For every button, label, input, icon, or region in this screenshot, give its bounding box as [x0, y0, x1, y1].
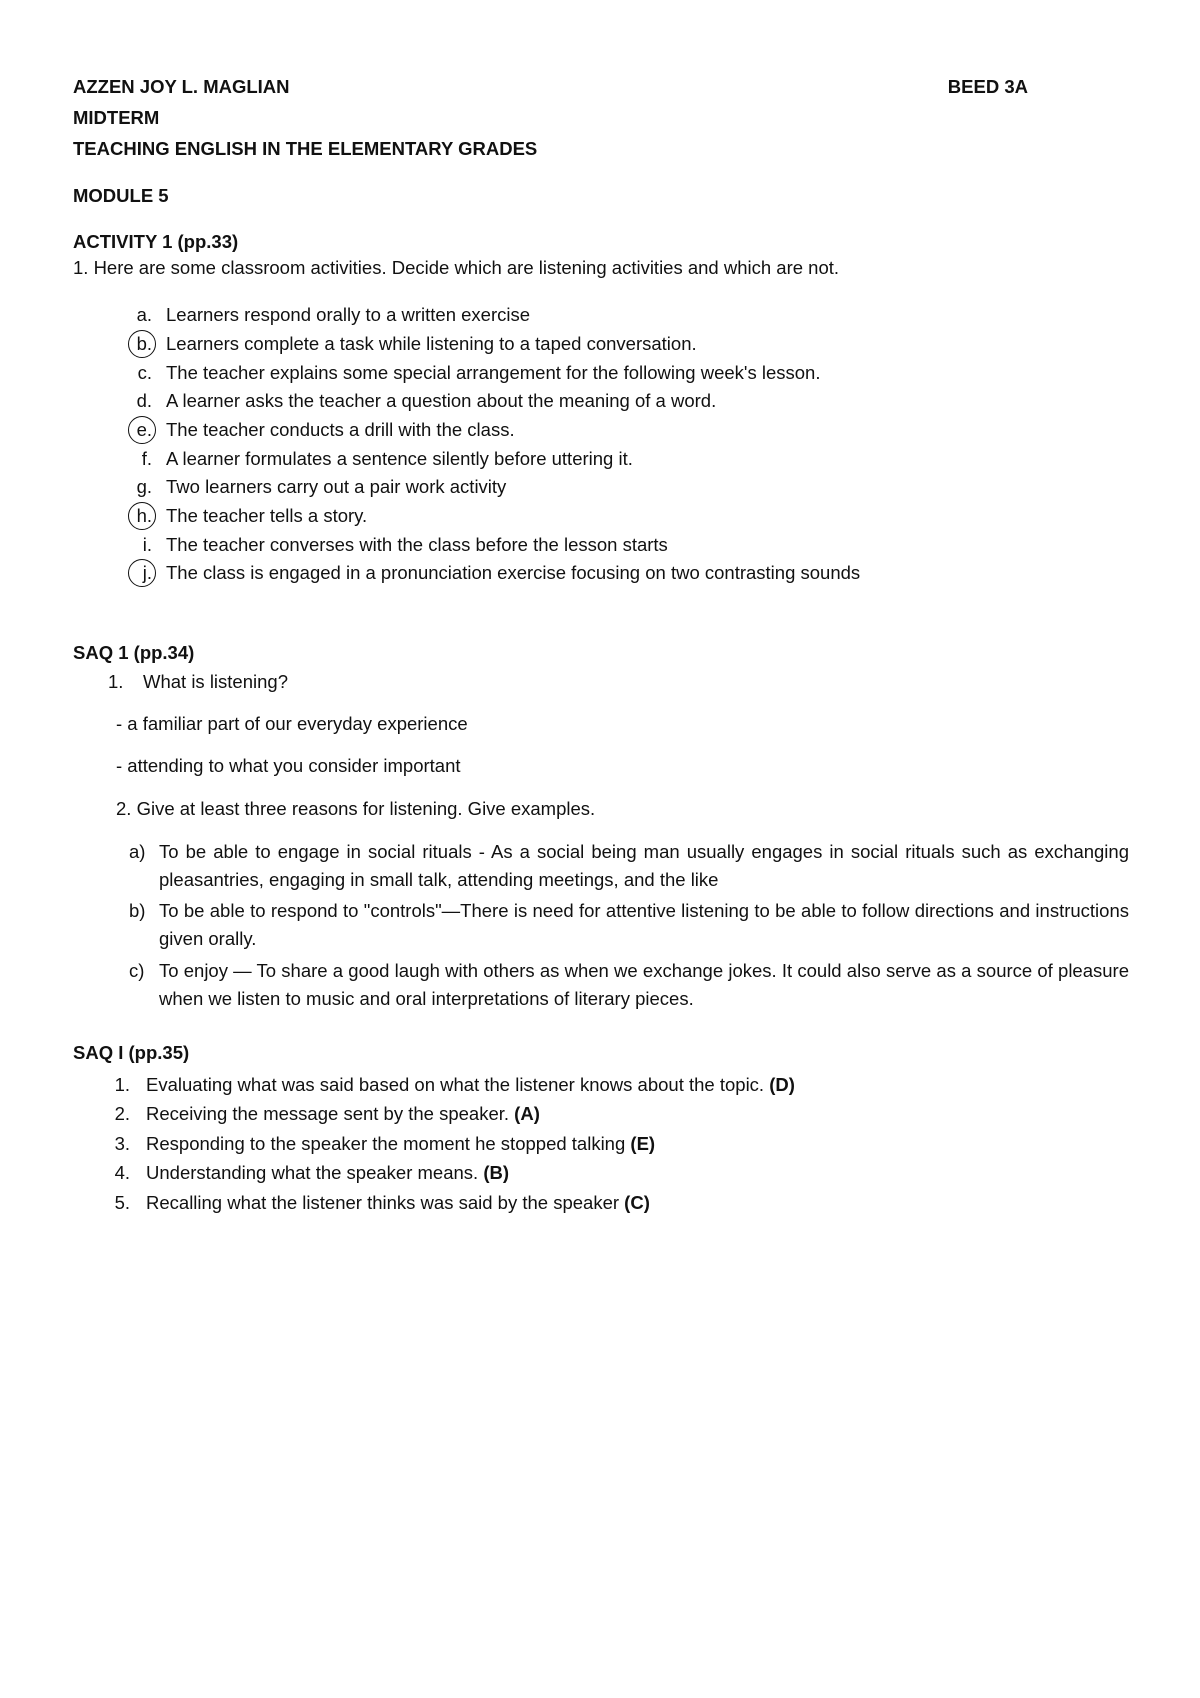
item-text: Understanding what the speaker means. — [146, 1162, 479, 1184]
saq2-list — [110, 1074, 1133, 1221]
item-marker: h. — [136, 504, 152, 526]
item-answer: (C) — [624, 1191, 650, 1213]
activity-item — [126, 304, 1133, 333]
saq1-question-2: 2. Give at least three reasons for listening. Give examples. — [116, 797, 596, 819]
activity-item — [126, 362, 1133, 391]
item-text: The teacher converses with the class before the lesson starts — [166, 533, 668, 555]
activity-item — [126, 448, 1133, 477]
activity1-list — [126, 304, 1133, 591]
item-answer: (A) — [514, 1103, 540, 1125]
activity-item — [126, 505, 1133, 534]
item-marker: b. — [136, 332, 152, 354]
item-text: Learners complete a task while listening to a taped conversation. — [166, 332, 697, 354]
item-text: Recalling what the listener thinks was said by the speaker — [146, 1191, 620, 1213]
item-answer: (E) — [630, 1132, 656, 1154]
item-number: 2. — [114, 1103, 130, 1125]
reason-marker: a) — [129, 840, 146, 862]
reasons-list — [129, 838, 1129, 1013]
activity-item — [126, 333, 1133, 362]
saq2-item — [110, 1103, 1133, 1132]
activity1-title: ACTIVITY 1 (pp.33) — [73, 230, 239, 252]
item-marker: j. — [142, 562, 152, 584]
item-marker: d. — [136, 390, 152, 412]
exam-label: MIDTERM — [73, 107, 160, 129]
item-text: A learner asks the teacher a question about the meaning of a word. — [166, 390, 717, 412]
item-text: Learners respond orally to a written exercise — [166, 304, 531, 326]
saq1-answer-2: - attending to what you consider important — [116, 755, 461, 777]
saq2-item — [110, 1133, 1133, 1162]
reason-text: To be able to respond to "controls"—There is need for attentive listening to be able to follow directions and instructions given orally. — [159, 899, 1129, 949]
reason-marker: c) — [129, 959, 145, 981]
question-text: What is listening? — [143, 671, 288, 693]
saq2-item — [110, 1074, 1133, 1103]
item-answer: (B) — [483, 1162, 509, 1184]
item-answer: (D) — [769, 1073, 795, 1095]
item-number: 5. — [114, 1191, 130, 1213]
activity-item — [126, 534, 1133, 563]
item-marker: i. — [142, 533, 152, 555]
reason-item — [129, 957, 1129, 1013]
item-marker: c. — [137, 361, 152, 383]
student-section: BEED 3A — [947, 76, 1028, 97]
activity-item — [126, 390, 1133, 419]
saq2-title: SAQ I (pp.35) — [73, 1041, 190, 1063]
item-marker: f. — [141, 447, 152, 469]
saq1-answer-1: - a familiar part of our everyday experience — [116, 713, 468, 735]
header-row — [73, 76, 1028, 98]
item-number: 3. — [114, 1132, 130, 1154]
item-text: Two learners carry out a pair work activity — [166, 476, 507, 498]
activity-item — [126, 419, 1133, 448]
item-marker: a. — [136, 304, 152, 326]
reason-marker: b) — [129, 899, 146, 921]
item-text: The teacher explains some special arrangement for the following week's lesson. — [166, 361, 821, 383]
activity-item — [126, 476, 1133, 505]
activity1-instruction: 1. Here are some classroom activities. Decide which are listening activities and which are not. — [73, 256, 840, 278]
item-text: A learner formulates a sentence silently before uttering it. — [166, 447, 633, 469]
reason-item — [129, 897, 1129, 953]
item-text: The class is engaged in a pronunciation exercise focusing on two contrasting sounds — [166, 562, 861, 584]
saq2-item — [110, 1162, 1133, 1191]
saq2-item — [110, 1192, 1133, 1221]
reason-item — [129, 838, 1129, 894]
item-text: The teacher tells a story. — [166, 504, 368, 526]
item-number: 1. — [114, 1073, 130, 1095]
saq1-question-1 — [108, 671, 1133, 693]
item-marker: e. — [136, 418, 152, 440]
item-text: Evaluating what was said based on what the listener knows about the topic. — [146, 1073, 765, 1095]
item-marker: g. — [136, 476, 152, 498]
item-text: Responding to the speaker the moment he stopped talking — [146, 1132, 626, 1154]
module-title: MODULE 5 — [73, 184, 169, 206]
item-number: 4. — [114, 1162, 130, 1184]
saq1-title: SAQ 1 (pp.34) — [73, 642, 195, 663]
course-title: TEACHING ENGLISH IN THE ELEMENTARY GRADES — [73, 138, 538, 160]
item-text: The teacher conducts a drill with the class. — [166, 418, 515, 440]
item-text: Receiving the message sent by the speaker. — [146, 1103, 510, 1125]
student-name: AZZEN JOY L. MAGLIAN — [73, 76, 290, 97]
reason-text: To enjoy — To share a good laugh with others as when we exchange jokes. It could also serve as a source of pleasure when we listen to music and oral interpretations of literary pieces. — [159, 959, 1129, 1009]
reason-text: To be able to engage in social rituals - As a social being man usually engages in social rituals such as exchanging pleasantries, engaging in small talk, attending meetings, and the like — [159, 840, 1129, 890]
document-page — [73, 76, 1133, 1221]
question-number: 1. — [108, 671, 124, 693]
activity-item — [126, 562, 1133, 591]
